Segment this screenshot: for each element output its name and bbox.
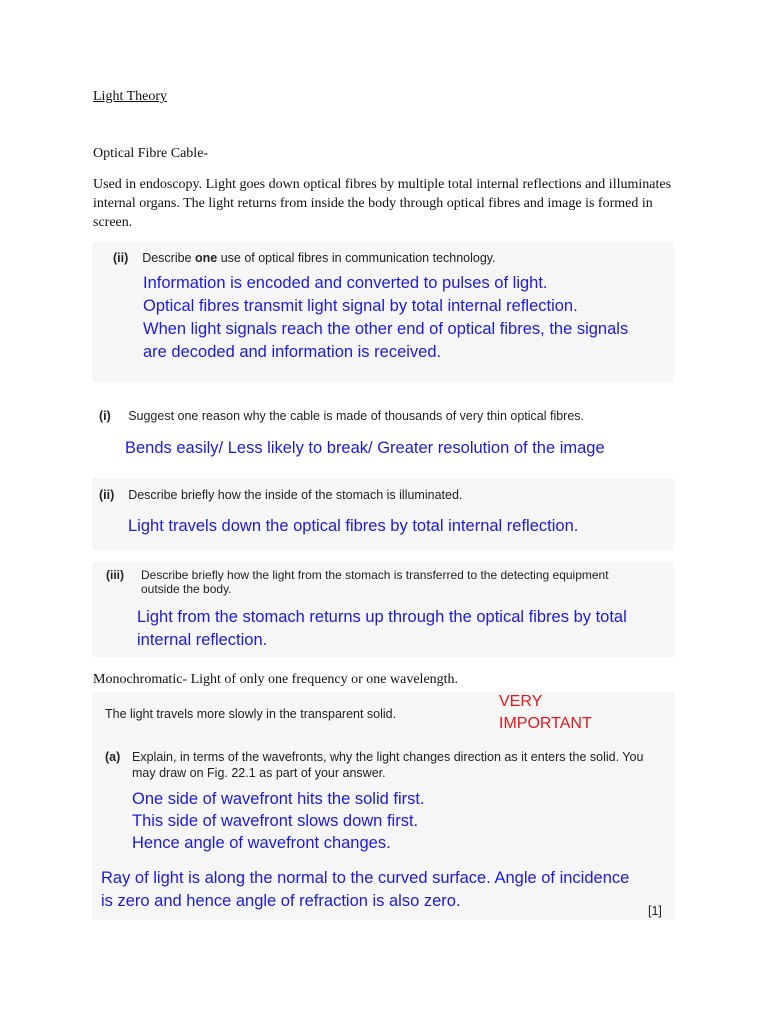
question-line: Describe briefly how the light from the stomach is transferred to the detecting equipment [141,568,609,582]
answer-line: This side of wavefront slows down first. [132,812,419,830]
answer-transfer [137,606,627,652]
answer-line: One side of wavefront hits the solid first. [132,790,425,808]
answer-communication [143,272,628,364]
ray-explanation [101,867,629,913]
marks-label: [1] [648,904,662,918]
question-transfer [106,568,609,596]
page-title: Light Theory [93,89,168,104]
question-wavefront [105,749,643,781]
question-text: Suggest one reason why the cable is made of thousands of very thin optical fibres. [128,409,585,423]
answer-line: Hence angle of wavefront changes. [132,834,391,852]
question-number: (ii) [113,251,129,265]
answer-line: are decoded and information is received. [143,343,442,361]
question-communication [113,250,496,266]
answer-line: Light from the stomach returns up through the optical fibres by total [137,608,627,626]
question-text-part: Describe [142,251,195,265]
question-number: (i) [99,409,111,423]
question-number: (iii) [106,568,124,582]
important-line: IMPORTANT [499,715,592,732]
section-title-optical-fibre: Optical Fibre Cable- [93,146,209,161]
question-text-bold: one [194,251,218,265]
question-illumination [99,487,462,503]
monochromatic-definition: Monochromatic- Light of only one frequency or one wavelength. [93,672,459,687]
answer-wavefront [132,788,425,854]
question-line: Explain, in terms of the wavefronts, why the light changes direction as it enters the solid. You [132,750,644,764]
question-text-part: use of optical fibres in communication technology. [217,251,496,265]
intro-text: The light travels more slowly in the transparent solid. [105,707,397,721]
question-number: (a) [105,750,121,764]
answer-line: When light signals reach the other end of optical fibres, the signals [143,320,629,338]
question-line: may draw on Fig. 22.1 as part of your answer. [132,766,386,780]
answer-line: Information is encoded and converted to pulses of light. [143,274,548,292]
answer-illumination: Light travels down the optical fibres by total internal reflection. [128,517,579,535]
question-thin-fibres [99,408,584,424]
answer-line: Optical fibres transmit light signal by total internal reflection. [143,297,578,315]
answer-line: internal reflection. [137,631,268,649]
important-line: VERY [499,693,543,710]
question-text: Describe briefly how the inside of the stomach is illuminated. [128,488,463,502]
question-line: outside the body. [141,582,232,596]
answer-line: Ray of light is along the normal to the curved surface. Angle of incidence [101,869,630,887]
answer-thin-fibres: Bends easily/ Less likely to break/ Greater resolution of the image [125,439,605,457]
question-number: (ii) [99,488,115,502]
section-paragraph: Used in endoscopy. Light goes down optical fibres by multiple total internal reflections and illuminates internal organs. The light returns from inside the body through optical fibres and image is formed in screen. [93,177,672,230]
very-important-note [499,691,592,735]
answer-line: is zero and hence angle of refraction is also zero. [101,892,461,910]
